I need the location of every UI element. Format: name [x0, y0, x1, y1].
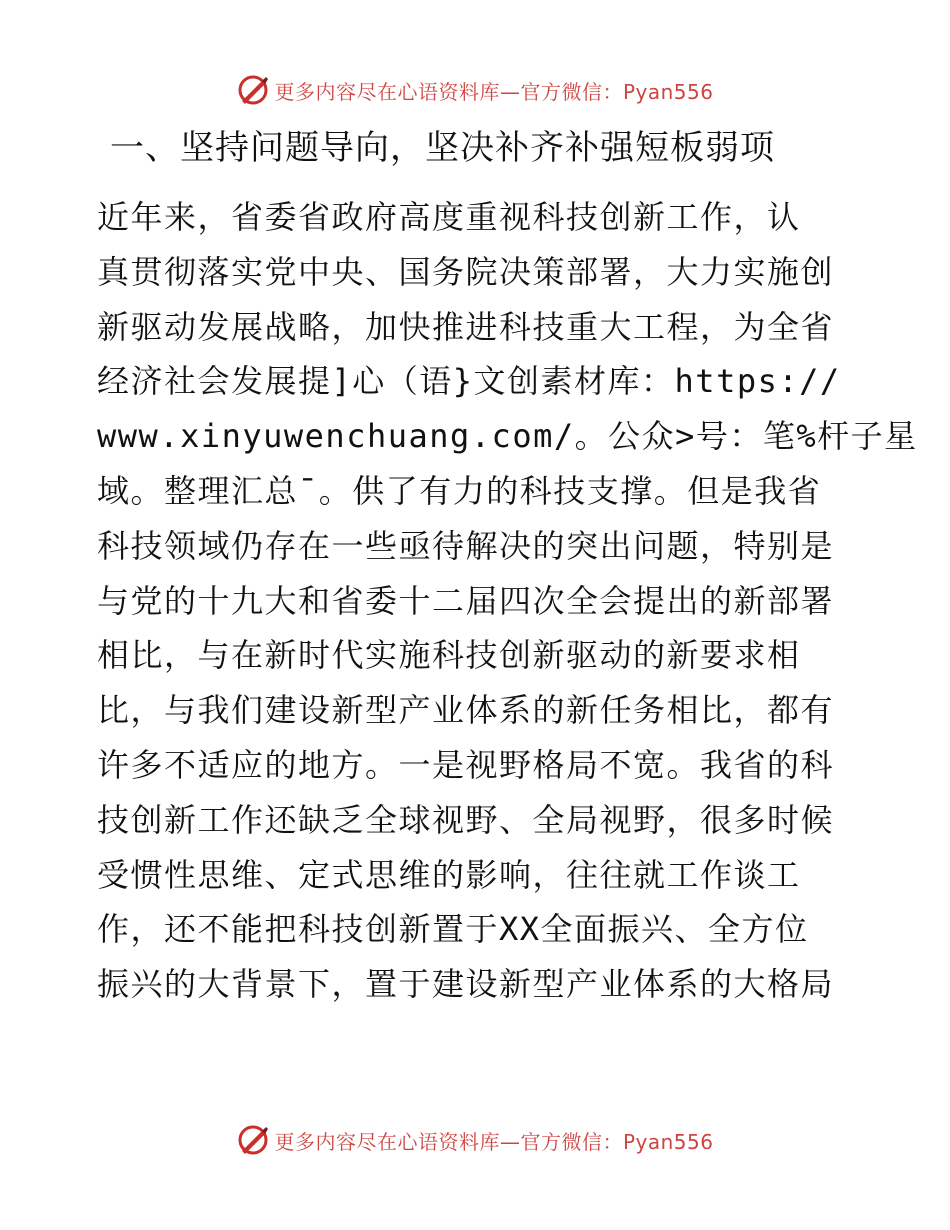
body-text	[97, 190, 918, 1012]
body-line: 振兴的大背景下，置于建设新型产业体系的大格局	[97, 965, 835, 1004]
body-line: 科技领域仍存在一些亟待解决的突出问题，特别是	[97, 526, 835, 565]
body-line: 与党的十九大和省委十二届四次全会提出的新部署	[97, 581, 835, 620]
body-line: 相比，与在新时代实施科技创新驱动的新要求相	[97, 636, 801, 675]
pen-logo-icon	[236, 73, 270, 107]
body-line: 域。整理汇总¯。供了有力的科技支撑。但是我省	[97, 471, 822, 510]
body-line: 近年来，省委省政府高度重视科技创新工作，认	[97, 198, 801, 236]
pen-logo-icon	[236, 1123, 270, 1157]
body-line: 经济社会发展提]心（语}文创素材库：https://	[97, 362, 841, 401]
header-watermark	[0, 70, 950, 110]
footer-watermark	[0, 1120, 950, 1160]
watermark-text: 更多内容尽在心语资料库—官方微信：Pyan556	[274, 79, 714, 104]
body-line: 许多不适应的地方。一是视野格局不宽。我省的科	[97, 745, 835, 784]
body-line: 作，还不能把科技创新置于XX全面振兴、全方位	[97, 910, 809, 949]
body-line: 比，与我们建设新型产业体系的新任务相比，都有	[97, 691, 835, 730]
body-line: www.xinyuwenchuang.com/。公众>号：笔%杆子星	[97, 417, 918, 456]
body-line: 新驱动发展战略，加快推进科技重大工程，为全省	[97, 307, 835, 346]
body-line: 受惯性思维、定式思维的影响，往往就工作谈工	[97, 855, 801, 894]
section-heading: 一、坚持问题导向，坚决补齐补强短板弱项	[110, 128, 775, 168]
body-line: 技创新工作还缺乏全球视野、全局视野，很多时候	[97, 800, 835, 839]
watermark-text: 更多内容尽在心语资料库—官方微信：Pyan556	[274, 1129, 714, 1154]
body-line: 真贯彻落实党中央、国务院决策部署，大力实施创	[97, 252, 835, 291]
